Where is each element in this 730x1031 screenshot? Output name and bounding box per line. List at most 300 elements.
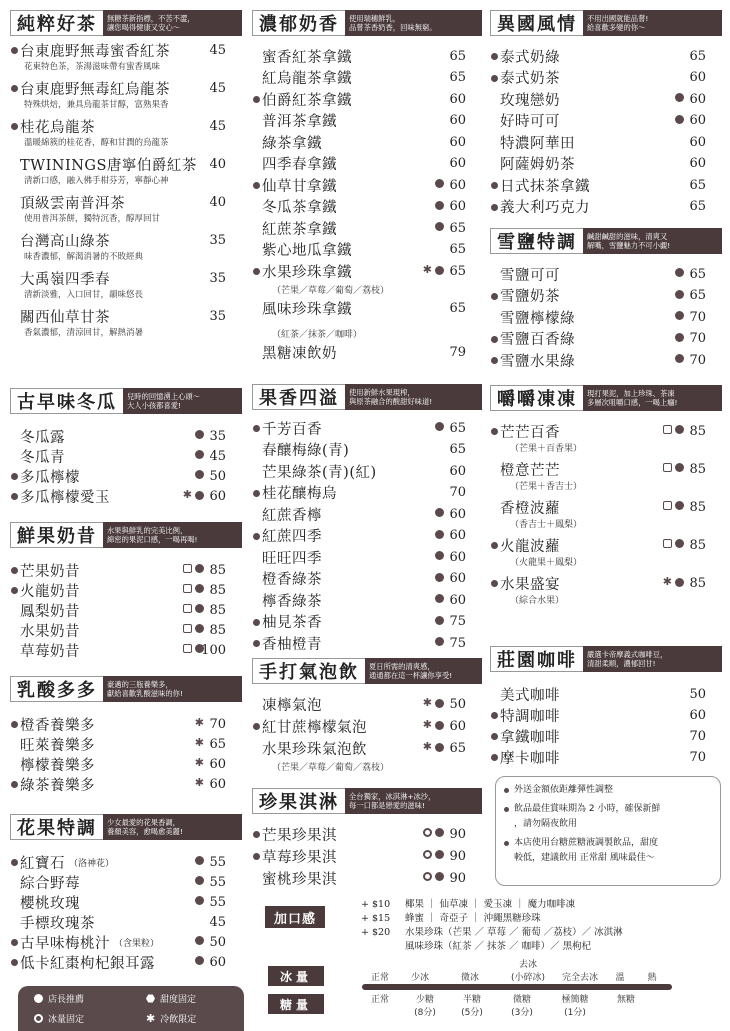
addon-text: 椰果 ｜ 仙草凍 ｜ 愛玉凍 ｜ 魔力咖啡凍 <box>405 899 576 910</box>
item-price: 70 <box>689 728 706 744</box>
menu-item <box>252 89 482 109</box>
recommend-dot-icon <box>491 53 498 60</box>
recommend-dot-icon <box>491 542 498 549</box>
item-price: 45 <box>209 448 226 464</box>
snowflake-icon: ✱ <box>422 263 432 276</box>
ice-level: 去冰 (小碎冰) <box>510 960 546 983</box>
item-icons <box>435 637 444 646</box>
item-options: （紅茶／抹茶／咖啡） <box>272 329 363 340</box>
recommend-dot-icon <box>491 293 498 300</box>
menu-item <box>252 824 482 844</box>
recommend-dot-icon <box>491 336 498 343</box>
menu-item <box>10 78 242 98</box>
cup-icon <box>663 539 672 548</box>
circle-icon <box>435 721 444 730</box>
cup-icon <box>183 604 192 613</box>
item-name: 蜜香紅茶拿鐵 <box>262 49 352 66</box>
ice-level: 正常 <box>370 973 389 983</box>
item-list <box>490 676 722 767</box>
section-title: 果香四溢 <box>252 384 345 410</box>
item-icons <box>183 584 204 593</box>
item-name: 低卡紅棗枸杞銀耳露 <box>20 955 155 972</box>
snowflake-icon: ✱ <box>662 575 672 588</box>
item-icons <box>183 564 204 573</box>
item-price: 90 <box>449 848 466 864</box>
item-price: 65 <box>689 48 706 64</box>
item-price: 50 <box>209 934 226 950</box>
addon-line <box>361 924 623 938</box>
snowflake-icon: ✱ <box>182 488 192 501</box>
recommend-dot-icon <box>253 268 260 275</box>
item-icons <box>195 896 204 905</box>
recommend-dot-icon <box>253 640 260 647</box>
item-price: 65 <box>449 442 466 457</box>
item-price: 90 <box>449 870 466 886</box>
item-name: 芒果綠茶(青)(紅) <box>262 464 377 481</box>
item-price: 45 <box>209 118 226 134</box>
menu-item <box>252 461 482 481</box>
section-exotic <box>490 10 722 218</box>
menu-item <box>10 268 242 288</box>
item-price: 65 <box>689 288 706 303</box>
item-name: 雪鹽水果綠 <box>500 353 575 370</box>
section-floral-fruit <box>10 814 242 972</box>
item-name: 台灣高山綠茶 <box>20 233 110 250</box>
menu-item <box>490 329 722 349</box>
item-name: 芒果奶昔 <box>20 563 80 580</box>
ring-icon <box>423 850 432 859</box>
menu-item <box>252 868 482 888</box>
circle-icon <box>435 828 444 837</box>
circle-icon <box>195 956 204 965</box>
legend-sweet-fixed-label: 甜度固定 <box>160 995 197 1005</box>
section-note: 使用瑞穗鮮乳， 品嘗茶香奶香，回味無窮。 <box>345 10 482 36</box>
recommend-dot-icon <box>491 75 498 82</box>
item-price: 60 <box>209 776 226 792</box>
ring-icon <box>34 1014 43 1023</box>
item-list <box>490 415 722 609</box>
recommend-dot-icon <box>11 493 18 500</box>
recommend-dot-icon <box>11 721 18 728</box>
item-price: 60 <box>689 134 706 150</box>
item-price: 40 <box>209 194 226 210</box>
item-price: 70 <box>449 485 466 500</box>
section-winter-melon <box>10 388 242 506</box>
item-name: 芒芒百香 <box>500 424 560 441</box>
item-list <box>10 552 242 660</box>
snowflake-icon: ✱ <box>422 718 432 731</box>
item-icons <box>195 856 204 865</box>
item-icons <box>423 265 444 275</box>
circle-icon <box>675 463 684 472</box>
item-icons <box>663 539 684 548</box>
snowflake-icon: ✱ <box>194 736 204 749</box>
cup-icon <box>183 564 192 573</box>
item-price: 60 <box>449 91 466 107</box>
circle-icon <box>195 430 204 439</box>
item-icons <box>423 742 444 752</box>
menu-item <box>252 240 482 260</box>
item-name: 檸檬養樂多 <box>20 757 95 774</box>
addon-text: 風味珍珠（紅茶 ／ 抹茶 ／ 咖啡）／ 黑枸杞 <box>405 941 592 952</box>
item-name: 多瓜檸檬愛玉 <box>20 489 110 506</box>
item-icons <box>675 268 684 277</box>
menu-item <box>490 89 722 109</box>
cup-icon <box>663 501 672 510</box>
section-note: 豪邁的三瓶養樂多， 獻給喜歡乳酸滋味的你! <box>103 676 242 702</box>
menu-item <box>490 197 722 217</box>
section-note: 鹹甜鹹甜的滋味，清爽又 解嘴，雪鹽魅力不可小覷! <box>583 228 722 254</box>
recommend-dot-icon <box>11 123 18 130</box>
circle-icon <box>435 422 444 431</box>
item-description: 清新淡雅，入口回甘，韻味悠長 <box>24 290 144 300</box>
item-price: 60 <box>449 549 466 565</box>
recommend-dot-icon <box>253 533 260 540</box>
item-name: 旺旺四季 <box>262 550 322 567</box>
item-price: 45 <box>209 914 226 930</box>
menu-item <box>10 600 242 620</box>
legend <box>18 986 244 1031</box>
recommend-dot-icon <box>11 859 18 866</box>
recommend-dot-icon <box>491 182 498 189</box>
item-name: 阿薩姆奶茶 <box>500 157 575 173</box>
info-line: 本店使用台糖蔗糖液調製飲品，甜度 較低，建議飲用 正常甜 風味最佳～ <box>504 836 712 866</box>
recommend-dot-icon <box>491 754 498 761</box>
item-price: 55 <box>209 894 226 910</box>
item-name: 大禹嶺四季春 <box>20 271 110 288</box>
item-name: 草莓珍果淇 <box>262 849 337 866</box>
circle-icon <box>435 201 444 210</box>
item-list <box>252 414 482 653</box>
item-name: 綠茶拿鐵 <box>262 135 322 152</box>
menu-item <box>10 952 242 972</box>
recommend-dot-icon <box>253 425 260 432</box>
item-name: 旺萊養樂多 <box>20 737 95 754</box>
section-title: 鮮果奶昔 <box>10 522 103 548</box>
recommend-dot-icon <box>253 619 260 626</box>
item-icons <box>435 551 444 560</box>
menu-item <box>252 633 482 653</box>
item-price: 55 <box>209 854 226 870</box>
legend-cold-only <box>146 1012 196 1025</box>
sugar-label: 糖量 <box>268 994 324 1014</box>
circle-icon <box>675 290 684 299</box>
item-price: 65 <box>449 220 466 236</box>
item-price: 75 <box>449 614 466 629</box>
sugar-level: 少糖 (8分) <box>414 995 436 1018</box>
item-price: 85 <box>209 562 226 578</box>
addon-line <box>361 896 575 910</box>
item-name: 千芳百香 <box>262 421 322 438</box>
item-price: 65 <box>689 266 706 282</box>
item-price: 65 <box>449 301 466 316</box>
menu-item <box>490 111 722 131</box>
recommend-dot-icon <box>11 473 18 480</box>
circle-icon <box>195 564 204 573</box>
item-list <box>10 844 242 972</box>
item-price: 85 <box>689 537 706 553</box>
item-icons <box>195 936 204 945</box>
info-notes <box>495 776 721 886</box>
recommend-dot-icon <box>491 204 498 211</box>
legend-recommend-label: 店長推薦 <box>48 995 85 1005</box>
section-note: 全台獨家，冰淇淋+冰沙， 每一口都是戀愛的滋味! <box>345 788 482 814</box>
item-icons <box>675 115 684 124</box>
recommend-dot-icon <box>491 580 498 587</box>
item-name: 紅甘蔗檸檬氣泡 <box>262 719 367 736</box>
item-list <box>10 706 242 794</box>
item-icons <box>663 577 684 587</box>
item-price: 60 <box>449 528 466 543</box>
item-ingredients: （綜合水果） <box>510 596 565 606</box>
item-name: 綠茶養樂多 <box>20 777 95 794</box>
section-title: 莊園咖啡 <box>490 646 583 672</box>
menu-item <box>10 40 242 60</box>
menu-item <box>10 426 242 446</box>
recommend-dot-icon <box>491 357 498 364</box>
section-yakult <box>10 676 242 794</box>
item-icons <box>195 738 204 748</box>
item-name: 紅烏龍茶拿鐵 <box>262 71 352 87</box>
item-icons <box>423 850 444 859</box>
menu-item <box>490 175 722 195</box>
menu-item <box>10 640 242 660</box>
item-price: 65 <box>209 736 226 752</box>
item-icons <box>195 876 204 885</box>
item-note: （含果粒） <box>114 938 160 949</box>
item-name: 黑糖凍飲奶 <box>262 346 337 362</box>
item-name: 伯爵紅茶拿鐵 <box>262 92 352 109</box>
recommend-dot-icon <box>11 939 18 946</box>
recommend-dot-icon <box>253 182 260 189</box>
info-line: 飲品最佳賞味期為 2 小時，確保新鮮 ，請勿隔夜飲用 <box>504 802 712 832</box>
section-note: 少女最愛的花果香調， 養顏美容，愈喝愈美麗! <box>103 814 242 840</box>
item-icons <box>435 616 444 625</box>
item-icons <box>423 720 444 730</box>
item-list <box>252 688 482 776</box>
menu-item <box>490 307 722 327</box>
item-price: 65 <box>689 199 706 214</box>
item-name: 美式咖啡 <box>500 687 560 704</box>
menu-item <box>490 264 722 284</box>
addon-line <box>361 938 591 952</box>
item-name: 泰式奶綠 <box>500 49 560 66</box>
item-name: 摩卡咖啡 <box>500 750 560 767</box>
circle-icon <box>435 266 444 275</box>
cup-icon <box>183 644 192 653</box>
item-name: TWININGS唐寧伯爵紅茶 <box>20 157 197 174</box>
section-chewy <box>490 385 722 611</box>
item-ingredients: （火龍果＋鳳梨） <box>510 558 583 568</box>
item-icons <box>195 956 204 965</box>
circle-icon <box>195 624 204 633</box>
menu-item <box>10 116 242 136</box>
item-price: 79 <box>449 345 466 360</box>
item-icons <box>675 311 684 320</box>
item-name: 柚見茶香 <box>262 615 322 631</box>
item-icons <box>663 501 684 510</box>
item-name: 水果奶昔 <box>20 623 80 640</box>
sugar-level: 極簡糖 (1分) <box>561 995 589 1018</box>
item-list <box>252 40 482 363</box>
snowflake-icon: ✱ <box>194 756 204 769</box>
item-price: 35 <box>209 232 226 248</box>
item-icons <box>435 508 444 517</box>
snowflake-icon: ✱ <box>422 740 432 753</box>
menu-item <box>490 350 722 370</box>
menu-item <box>10 466 242 486</box>
item-icons <box>435 594 444 603</box>
item-price: 85 <box>689 575 706 591</box>
menu-item <box>10 872 242 892</box>
menu-item <box>252 197 482 217</box>
section-title: 異國風情 <box>490 10 583 36</box>
section-note: 夏日所需的清爽感， 通通都在這一杯讓你享受! <box>365 658 482 684</box>
item-price: 60 <box>449 506 466 522</box>
section-title: 古早味冬瓜 <box>10 388 123 414</box>
recommend-dot-icon <box>253 723 260 730</box>
item-name: 香橙波蘿 <box>500 500 560 517</box>
item-price: 60 <box>689 70 706 85</box>
menu-item <box>252 738 482 758</box>
menu-item <box>10 892 242 912</box>
circle-icon <box>435 637 444 646</box>
item-icons <box>423 828 444 837</box>
item-description: 香氣濃郁，清涼回甘，解熱消暑 <box>24 328 144 338</box>
item-name: 水果珍珠氣泡飲 <box>262 741 367 758</box>
recommend-dot-icon <box>253 831 260 838</box>
circle-icon <box>675 578 684 587</box>
item-price: 50 <box>209 468 226 484</box>
menu-item <box>252 440 482 460</box>
recommend-dot-icon <box>253 853 260 860</box>
section-snow-salt <box>490 228 722 372</box>
menu-item <box>252 218 482 238</box>
item-list <box>490 258 722 370</box>
cup-icon <box>663 425 672 434</box>
addon-price: + $20 <box>361 927 391 938</box>
ice-level: 溫 <box>615 973 625 983</box>
ring-icon <box>423 872 432 881</box>
item-price: 85 <box>689 423 706 439</box>
menu-item <box>252 569 482 589</box>
circle-icon <box>195 856 204 865</box>
legend-ice-fixed <box>34 1012 84 1025</box>
item-options: （芒果／草莓／葡萄／荔枝） <box>272 763 390 773</box>
item-price: 60 <box>449 718 466 734</box>
menu-item <box>10 580 242 600</box>
item-price: 70 <box>689 331 706 346</box>
section-note: 無糖茶新指標，不苦不澀， 讓您喝得健康又安心～ <box>103 10 242 36</box>
item-name: 四季春拿鐵 <box>262 157 337 173</box>
item-description: 清新口感，融入佛手柑芬芳，寧靜心神 <box>24 176 169 186</box>
menu-item <box>252 46 482 66</box>
item-name: 義大利巧克力 <box>500 200 590 216</box>
item-price: 100 <box>201 642 226 658</box>
menu-item <box>252 590 482 610</box>
recommend-dot-icon <box>11 781 18 788</box>
item-name: 好時可可 <box>500 114 560 130</box>
menu-item <box>252 343 482 363</box>
item-name: 頂級雲南普洱茶 <box>20 195 125 212</box>
snowflake-icon: ✱ <box>194 716 204 729</box>
item-icons <box>195 718 204 728</box>
addon-text: 蜂蜜 ｜ 奇亞子 ｜ 沖繩黑糖珍珠 <box>405 913 541 924</box>
recommend-dot-icon <box>491 428 498 435</box>
menu-item <box>252 694 482 714</box>
section-note: 水果與鮮乳的完美比例， 綿密的果泥口感，一喝再喝! <box>103 522 242 548</box>
menu-item <box>10 852 242 872</box>
item-icons <box>183 604 204 613</box>
item-price: 90 <box>449 826 466 842</box>
item-icons <box>435 530 444 539</box>
item-icons <box>435 422 444 431</box>
circle-icon <box>675 425 684 434</box>
ring-icon <box>423 828 432 837</box>
circle-icon <box>195 470 204 479</box>
circle-icon <box>675 268 684 277</box>
item-price: 75 <box>449 635 466 651</box>
item-name: 台東鹿野無毒紅烏龍茶 <box>20 81 170 98</box>
item-price: 35 <box>209 270 226 286</box>
item-name: 綜合野莓 <box>20 875 80 892</box>
item-list <box>490 40 722 217</box>
item-price: 70 <box>689 352 706 368</box>
recommend-dot-icon <box>491 712 498 719</box>
item-price: 50 <box>449 696 466 712</box>
section-fruit-smoothie <box>10 522 242 660</box>
circle-icon <box>34 994 43 1003</box>
item-description: 味香濃郁，解渴消暑的不敗經典 <box>24 252 144 262</box>
section-fruity <box>252 384 482 655</box>
item-name: 雪鹽奶茶 <box>500 289 560 305</box>
sugar-level: 微糖 (3分) <box>511 995 533 1018</box>
circle-icon <box>435 743 444 752</box>
cup-icon <box>183 624 192 633</box>
item-price: 65 <box>449 263 466 279</box>
menu-item <box>252 418 482 438</box>
recommend-dot-icon <box>253 96 260 103</box>
section-coffee <box>490 646 722 768</box>
item-name: 紅蔗香檸 <box>262 507 322 524</box>
item-price: 60 <box>449 113 466 128</box>
circle-icon <box>195 936 204 945</box>
circle-icon <box>675 333 684 342</box>
section-title: 乳酸多多 <box>10 676 103 702</box>
addon-section <box>265 896 723 956</box>
menu-item <box>10 754 242 774</box>
item-name: 仙草甘拿鐵 <box>262 178 337 195</box>
item-name: 檸香綠茶 <box>262 593 322 610</box>
item-price: 65 <box>449 740 466 756</box>
hexagon-icon <box>146 994 155 1003</box>
ice-level: 熱 <box>647 973 657 983</box>
item-price: 60 <box>209 488 226 504</box>
item-icons <box>423 872 444 881</box>
menu-item <box>252 504 482 524</box>
menu-item <box>490 535 722 555</box>
sugar-level: 正常 <box>370 995 389 1005</box>
snowflake-icon: ✱ <box>146 1012 156 1025</box>
circle-icon <box>675 539 684 548</box>
item-name: 冬瓜茶拿鐵 <box>262 200 337 216</box>
item-price: 35 <box>209 428 226 444</box>
item-name: 泰式奶茶 <box>500 71 560 87</box>
item-icons <box>423 698 444 708</box>
section-note: 使用新鮮水果現榨， 與原茶融合的酸甜好味道! <box>345 384 482 410</box>
item-icons <box>675 354 684 363</box>
item-price: 60 <box>209 954 226 970</box>
